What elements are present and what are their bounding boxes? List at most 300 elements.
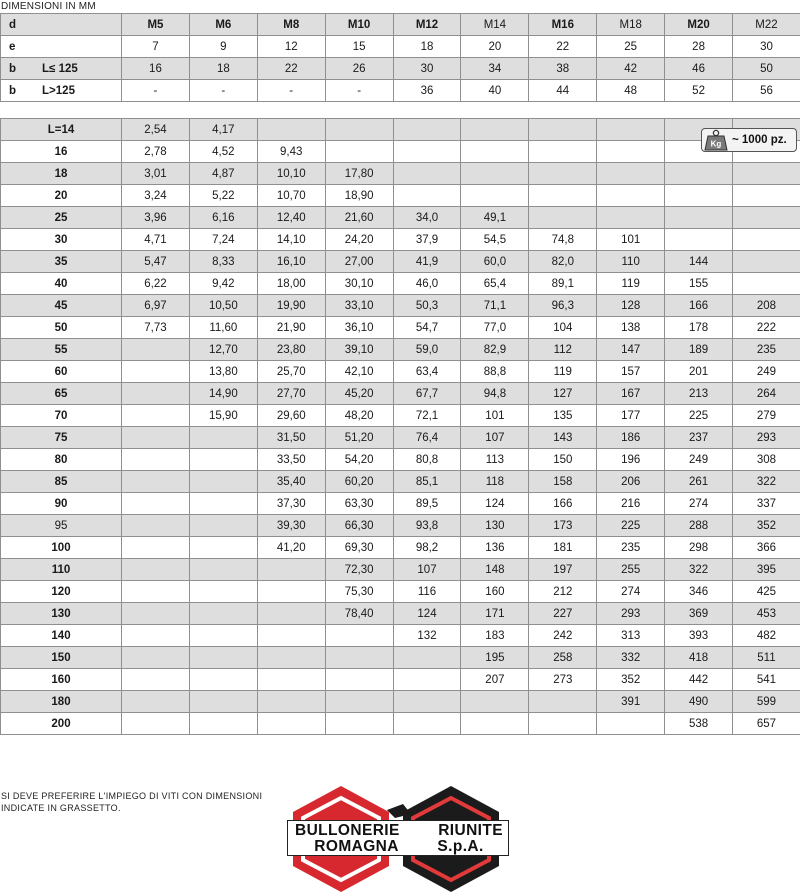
weight-cell: 112 bbox=[529, 339, 597, 361]
weight-kg-icon bbox=[704, 129, 728, 151]
weight-cell: 98,2 bbox=[393, 537, 461, 559]
size-header-cell: M14 bbox=[461, 14, 529, 36]
weight-cell bbox=[461, 141, 529, 163]
weight-cell: 255 bbox=[597, 559, 665, 581]
weight-cell: 37,9 bbox=[393, 229, 461, 251]
weight-cell: 76,4 bbox=[393, 427, 461, 449]
length-cell: 16 bbox=[1, 141, 122, 163]
weight-cell: 599 bbox=[733, 691, 800, 713]
dimension-cell: - bbox=[189, 80, 257, 102]
weight-cell bbox=[461, 163, 529, 185]
weight-kg-text: Kg bbox=[710, 139, 722, 149]
weight-cell: 63,30 bbox=[325, 493, 393, 515]
weight-cell: 65,4 bbox=[461, 273, 529, 295]
weight-cell: 237 bbox=[665, 427, 733, 449]
weight-cell: 148 bbox=[461, 559, 529, 581]
size-header-cell: M22 bbox=[733, 14, 800, 36]
weight-cell: 54,5 bbox=[461, 229, 529, 251]
weight-cell: 54,7 bbox=[393, 317, 461, 339]
weight-cell bbox=[733, 229, 800, 251]
weight-cell: 42,10 bbox=[325, 361, 393, 383]
logo-word-romagna: ROMAGNA bbox=[314, 838, 399, 855]
length-cell: 45 bbox=[1, 295, 122, 317]
weight-cell: 10,70 bbox=[257, 185, 325, 207]
length-cell: 160 bbox=[1, 669, 122, 691]
weight-cell: 274 bbox=[597, 581, 665, 603]
length-cell: 120 bbox=[1, 581, 122, 603]
weight-cell bbox=[189, 559, 257, 581]
weight-cell: 72,30 bbox=[325, 559, 393, 581]
dimension-cell: 56 bbox=[733, 80, 800, 102]
dimension-row bbox=[1, 80, 800, 102]
length-cell: 150 bbox=[1, 647, 122, 669]
weight-cell: 157 bbox=[597, 361, 665, 383]
weight-unit-badge bbox=[701, 128, 797, 152]
weight-row bbox=[1, 669, 800, 691]
weight-row bbox=[1, 449, 800, 471]
size-header-cell: M12 bbox=[393, 14, 461, 36]
dimension-cell: 36 bbox=[393, 80, 461, 102]
weight-cell: 16,10 bbox=[257, 251, 325, 273]
size-header-cell: M18 bbox=[597, 14, 665, 36]
weight-cell: 337 bbox=[733, 493, 800, 515]
weight-row bbox=[1, 273, 800, 295]
weight-cell: 35,40 bbox=[257, 471, 325, 493]
weight-cell bbox=[461, 713, 529, 735]
weight-cell bbox=[189, 471, 257, 493]
weight-cell: 60,0 bbox=[461, 251, 529, 273]
weight-cell: 6,22 bbox=[122, 273, 190, 295]
weight-cell: 206 bbox=[597, 471, 665, 493]
weight-cell bbox=[393, 691, 461, 713]
weight-cell: 124 bbox=[393, 603, 461, 625]
weight-cell: 4,71 bbox=[122, 229, 190, 251]
weight-cell bbox=[597, 163, 665, 185]
weight-cell bbox=[189, 449, 257, 471]
weight-cell: 135 bbox=[529, 405, 597, 427]
weight-cell: 391 bbox=[597, 691, 665, 713]
length-cell: 110 bbox=[1, 559, 122, 581]
weight-cell: 235 bbox=[733, 339, 800, 361]
weight-cell bbox=[393, 185, 461, 207]
weight-cell: 39,30 bbox=[257, 515, 325, 537]
weight-cell: 27,70 bbox=[257, 383, 325, 405]
weight-cell: 511 bbox=[733, 647, 800, 669]
weight-cell: 186 bbox=[597, 427, 665, 449]
weight-cell: 80,8 bbox=[393, 449, 461, 471]
weight-cell bbox=[122, 427, 190, 449]
weight-cell: 171 bbox=[461, 603, 529, 625]
weight-cell: 113 bbox=[461, 449, 529, 471]
weight-cell bbox=[529, 119, 597, 141]
weight-cell bbox=[393, 119, 461, 141]
weight-cell: 225 bbox=[597, 515, 665, 537]
weight-cell: 119 bbox=[597, 273, 665, 295]
weight-cell: 33,10 bbox=[325, 295, 393, 317]
dimensions-header-row bbox=[1, 14, 800, 36]
weight-cell: 298 bbox=[665, 537, 733, 559]
dimension-cell: 18 bbox=[393, 36, 461, 58]
dimension-cell: 18 bbox=[189, 58, 257, 80]
weight-cell: 15,90 bbox=[189, 405, 257, 427]
weight-cell: 7,24 bbox=[189, 229, 257, 251]
weight-cell bbox=[597, 207, 665, 229]
weight-cell: 41,9 bbox=[393, 251, 461, 273]
weight-cell: 77,0 bbox=[461, 317, 529, 339]
weight-cell bbox=[257, 581, 325, 603]
weight-cell: 29,60 bbox=[257, 405, 325, 427]
weight-cell: 227 bbox=[529, 603, 597, 625]
weight-cell: 37,30 bbox=[257, 493, 325, 515]
weight-cell: 10,50 bbox=[189, 295, 257, 317]
weight-cell: 50,3 bbox=[393, 295, 461, 317]
weight-cell bbox=[189, 493, 257, 515]
weight-cell bbox=[461, 691, 529, 713]
weight-cell bbox=[122, 713, 190, 735]
length-cell: 80 bbox=[1, 449, 122, 471]
dimensions-table bbox=[0, 13, 800, 102]
weight-cell bbox=[529, 691, 597, 713]
weight-cell: 30,10 bbox=[325, 273, 393, 295]
weight-row bbox=[1, 581, 800, 603]
weight-cell bbox=[325, 625, 393, 647]
length-cell: 35 bbox=[1, 251, 122, 273]
length-cell: 180 bbox=[1, 691, 122, 713]
weight-cell: 308 bbox=[733, 449, 800, 471]
weight-cell bbox=[122, 581, 190, 603]
weight-cell: 195 bbox=[461, 647, 529, 669]
dimension-cell: 26 bbox=[325, 58, 393, 80]
weight-row bbox=[1, 251, 800, 273]
weight-cell bbox=[733, 163, 800, 185]
length-cell: 20 bbox=[1, 185, 122, 207]
length-cell: 60 bbox=[1, 361, 122, 383]
weight-cell: 33,50 bbox=[257, 449, 325, 471]
dimension-cell: - bbox=[325, 80, 393, 102]
length-cell: 65 bbox=[1, 383, 122, 405]
dimension-row bbox=[1, 58, 800, 80]
weight-cell bbox=[733, 207, 800, 229]
weight-cell: 54,20 bbox=[325, 449, 393, 471]
company-logo bbox=[283, 784, 515, 892]
weight-cell bbox=[189, 603, 257, 625]
weight-cell bbox=[257, 713, 325, 735]
logo-word-spa: S.p.A. bbox=[437, 838, 484, 855]
weight-row bbox=[1, 471, 800, 493]
length-cell: 30 bbox=[1, 229, 122, 251]
weight-cell: 155 bbox=[665, 273, 733, 295]
dimension-row bbox=[1, 36, 800, 58]
weight-cell bbox=[189, 537, 257, 559]
weight-cell: 75,30 bbox=[325, 581, 393, 603]
length-cell: 75 bbox=[1, 427, 122, 449]
dimension-cell: 25 bbox=[597, 36, 665, 58]
weight-cell: 21,60 bbox=[325, 207, 393, 229]
weight-cell: 6,97 bbox=[122, 295, 190, 317]
weight-cell: 36,10 bbox=[325, 317, 393, 339]
weight-cell: 48,20 bbox=[325, 405, 393, 427]
weight-cell: 88,8 bbox=[461, 361, 529, 383]
size-header-cell: M20 bbox=[665, 14, 733, 36]
weight-cell bbox=[189, 647, 257, 669]
dimension-symbol: b bbox=[9, 62, 17, 75]
weight-cell: 110 bbox=[597, 251, 665, 273]
logo-word-riunite: RIUNITE bbox=[438, 822, 503, 839]
weight-cell: 538 bbox=[665, 713, 733, 735]
weight-cell: 177 bbox=[597, 405, 665, 427]
weight-cell bbox=[393, 141, 461, 163]
weight-cell: 541 bbox=[733, 669, 800, 691]
weight-row bbox=[1, 625, 800, 647]
preference-note: SI DEVE PREFERIRE L'IMPIEGO DI VITI CON DIMENSIONI INDICATE IN GRASSETTO. bbox=[1, 791, 263, 813]
weight-cell: 69,30 bbox=[325, 537, 393, 559]
weight-cell: 107 bbox=[461, 427, 529, 449]
length-cell: 25 bbox=[1, 207, 122, 229]
length-cell: 200 bbox=[1, 713, 122, 735]
weight-row bbox=[1, 207, 800, 229]
dimension-cell: 50 bbox=[733, 58, 800, 80]
dimension-cell: 20 bbox=[461, 36, 529, 58]
weight-cell bbox=[122, 647, 190, 669]
weight-cell: 12,70 bbox=[189, 339, 257, 361]
weight-cell bbox=[733, 273, 800, 295]
weight-cell bbox=[393, 669, 461, 691]
weight-cell: 107 bbox=[393, 559, 461, 581]
weight-cell bbox=[665, 229, 733, 251]
weight-cell bbox=[122, 515, 190, 537]
diameter-label: d bbox=[1, 14, 122, 36]
weight-cell: 132 bbox=[393, 625, 461, 647]
weight-cell: 72,1 bbox=[393, 405, 461, 427]
weight-row bbox=[1, 713, 800, 735]
dimension-row-label bbox=[1, 58, 122, 80]
weight-cell: 17,80 bbox=[325, 163, 393, 185]
weight-cell: 9,42 bbox=[189, 273, 257, 295]
weight-cell: 24,20 bbox=[325, 229, 393, 251]
dimension-condition: L≤ 125 bbox=[42, 62, 78, 75]
logo-name-plate bbox=[287, 820, 509, 856]
weight-cell: 395 bbox=[733, 559, 800, 581]
weight-cell: 12,40 bbox=[257, 207, 325, 229]
weight-cell: 7,73 bbox=[122, 317, 190, 339]
weight-cell bbox=[122, 449, 190, 471]
weight-cell: 101 bbox=[461, 405, 529, 427]
weight-cell: 208 bbox=[733, 295, 800, 317]
weight-cell: 4,52 bbox=[189, 141, 257, 163]
weight-row bbox=[1, 229, 800, 251]
weight-cell bbox=[122, 559, 190, 581]
weight-cell bbox=[461, 119, 529, 141]
weight-cell: 11,60 bbox=[189, 317, 257, 339]
weight-cell bbox=[665, 185, 733, 207]
weight-cell: 2,78 bbox=[122, 141, 190, 163]
weight-cell: 189 bbox=[665, 339, 733, 361]
weight-cell: 14,90 bbox=[189, 383, 257, 405]
weight-cell: 293 bbox=[597, 603, 665, 625]
weight-row bbox=[1, 603, 800, 625]
weight-cell: 89,1 bbox=[529, 273, 597, 295]
weight-cell: 212 bbox=[529, 581, 597, 603]
weight-row bbox=[1, 647, 800, 669]
weight-cell: 119 bbox=[529, 361, 597, 383]
length-cell: 18 bbox=[1, 163, 122, 185]
weight-cell: 46,0 bbox=[393, 273, 461, 295]
weight-cell: 14,10 bbox=[257, 229, 325, 251]
weight-row bbox=[1, 537, 800, 559]
weight-cell: 116 bbox=[393, 581, 461, 603]
weight-cell: 78,40 bbox=[325, 603, 393, 625]
dimension-cell: - bbox=[257, 80, 325, 102]
weight-cell bbox=[122, 339, 190, 361]
weight-cell: 27,00 bbox=[325, 251, 393, 273]
weight-cell: 249 bbox=[733, 361, 800, 383]
size-header-cell: M16 bbox=[529, 14, 597, 36]
dimension-cell: 28 bbox=[665, 36, 733, 58]
weight-cell: 39,10 bbox=[325, 339, 393, 361]
weight-cell bbox=[325, 691, 393, 713]
weight-row bbox=[1, 383, 800, 405]
weight-cell: 34,0 bbox=[393, 207, 461, 229]
weight-cell bbox=[325, 713, 393, 735]
weight-cell: 21,90 bbox=[257, 317, 325, 339]
weight-cell: 418 bbox=[665, 647, 733, 669]
weight-cell: 59,0 bbox=[393, 339, 461, 361]
weight-cell: 25,70 bbox=[257, 361, 325, 383]
weight-row bbox=[1, 427, 800, 449]
weight-cell: 89,5 bbox=[393, 493, 461, 515]
weight-cell bbox=[257, 647, 325, 669]
weight-cell: 94,8 bbox=[461, 383, 529, 405]
weight-cell: 158 bbox=[529, 471, 597, 493]
weight-cell bbox=[122, 603, 190, 625]
weight-cell: 143 bbox=[529, 427, 597, 449]
dimension-cell: 42 bbox=[597, 58, 665, 80]
weight-cell bbox=[189, 625, 257, 647]
dimension-cell: 22 bbox=[257, 58, 325, 80]
weight-cell: 352 bbox=[597, 669, 665, 691]
weight-row bbox=[1, 405, 800, 427]
dimension-cell: 44 bbox=[529, 80, 597, 102]
weight-row bbox=[1, 339, 800, 361]
weight-cell: 118 bbox=[461, 471, 529, 493]
weight-cell bbox=[122, 405, 190, 427]
weight-cell: 258 bbox=[529, 647, 597, 669]
size-header-cell: M10 bbox=[325, 14, 393, 36]
weight-cell: 261 bbox=[665, 471, 733, 493]
weight-cell: 167 bbox=[597, 383, 665, 405]
weight-cell bbox=[597, 141, 665, 163]
dimension-cell: 52 bbox=[665, 80, 733, 102]
weight-cell: 181 bbox=[529, 537, 597, 559]
length-cell: 40 bbox=[1, 273, 122, 295]
weights-table bbox=[0, 118, 800, 735]
weight-cell: 366 bbox=[733, 537, 800, 559]
dimension-cell: - bbox=[122, 80, 190, 102]
size-header-cell: M5 bbox=[122, 14, 190, 36]
weight-cell: 96,3 bbox=[529, 295, 597, 317]
weight-row bbox=[1, 691, 800, 713]
length-cell: 140 bbox=[1, 625, 122, 647]
dimension-cell: 40 bbox=[461, 80, 529, 102]
weight-cell: 346 bbox=[665, 581, 733, 603]
weight-cell: 93,8 bbox=[393, 515, 461, 537]
dimension-symbol: e bbox=[9, 40, 16, 53]
size-header-cell: M6 bbox=[189, 14, 257, 36]
dimension-cell: 12 bbox=[257, 36, 325, 58]
weight-cell: 19,90 bbox=[257, 295, 325, 317]
weight-cell: 201 bbox=[665, 361, 733, 383]
weight-cell bbox=[257, 625, 325, 647]
length-cell: 100 bbox=[1, 537, 122, 559]
weight-cell: 288 bbox=[665, 515, 733, 537]
size-header-cell: M8 bbox=[257, 14, 325, 36]
weight-cell: 147 bbox=[597, 339, 665, 361]
weight-cell: 160 bbox=[461, 581, 529, 603]
weight-cell bbox=[529, 141, 597, 163]
weight-cell bbox=[122, 383, 190, 405]
weight-cell: 2,54 bbox=[122, 119, 190, 141]
dimension-condition: L>125 bbox=[42, 84, 75, 97]
weight-cell: 63,4 bbox=[393, 361, 461, 383]
weight-cell bbox=[393, 713, 461, 735]
dimension-cell: 30 bbox=[393, 58, 461, 80]
weight-cell bbox=[122, 537, 190, 559]
dimension-cell: 48 bbox=[597, 80, 665, 102]
weight-cell: 60,20 bbox=[325, 471, 393, 493]
length-cell: 95 bbox=[1, 515, 122, 537]
weight-cell: 150 bbox=[529, 449, 597, 471]
weight-cell bbox=[393, 647, 461, 669]
weight-cell: 104 bbox=[529, 317, 597, 339]
weight-row bbox=[1, 295, 800, 317]
weight-row bbox=[1, 361, 800, 383]
weight-cell: 18,90 bbox=[325, 185, 393, 207]
length-cell: L=14 bbox=[1, 119, 122, 141]
weight-cell bbox=[325, 141, 393, 163]
weight-cell bbox=[393, 163, 461, 185]
weight-cell: 3,24 bbox=[122, 185, 190, 207]
weight-cell: 23,80 bbox=[257, 339, 325, 361]
dimension-cell: 30 bbox=[733, 36, 800, 58]
weight-cell: 273 bbox=[529, 669, 597, 691]
weight-row bbox=[1, 119, 800, 141]
weight-cell: 369 bbox=[665, 603, 733, 625]
weight-cell: 173 bbox=[529, 515, 597, 537]
weight-cell bbox=[122, 691, 190, 713]
weight-cell: 82,9 bbox=[461, 339, 529, 361]
weight-cell bbox=[257, 559, 325, 581]
weight-cell: 293 bbox=[733, 427, 800, 449]
weight-row bbox=[1, 493, 800, 515]
weight-cell bbox=[189, 669, 257, 691]
weight-cell: 166 bbox=[529, 493, 597, 515]
weight-cell bbox=[733, 251, 800, 273]
weight-cell: 166 bbox=[665, 295, 733, 317]
weight-row bbox=[1, 185, 800, 207]
dimension-cell: 7 bbox=[122, 36, 190, 58]
dimension-cell: 34 bbox=[461, 58, 529, 80]
weight-cell bbox=[325, 119, 393, 141]
weight-cell: 249 bbox=[665, 449, 733, 471]
weight-cell: 128 bbox=[597, 295, 665, 317]
weight-cell: 657 bbox=[733, 713, 800, 735]
weight-cell bbox=[257, 691, 325, 713]
weight-cell bbox=[189, 427, 257, 449]
weight-row bbox=[1, 163, 800, 185]
weight-cell: 197 bbox=[529, 559, 597, 581]
length-cell: 50 bbox=[1, 317, 122, 339]
dimension-cell: 22 bbox=[529, 36, 597, 58]
